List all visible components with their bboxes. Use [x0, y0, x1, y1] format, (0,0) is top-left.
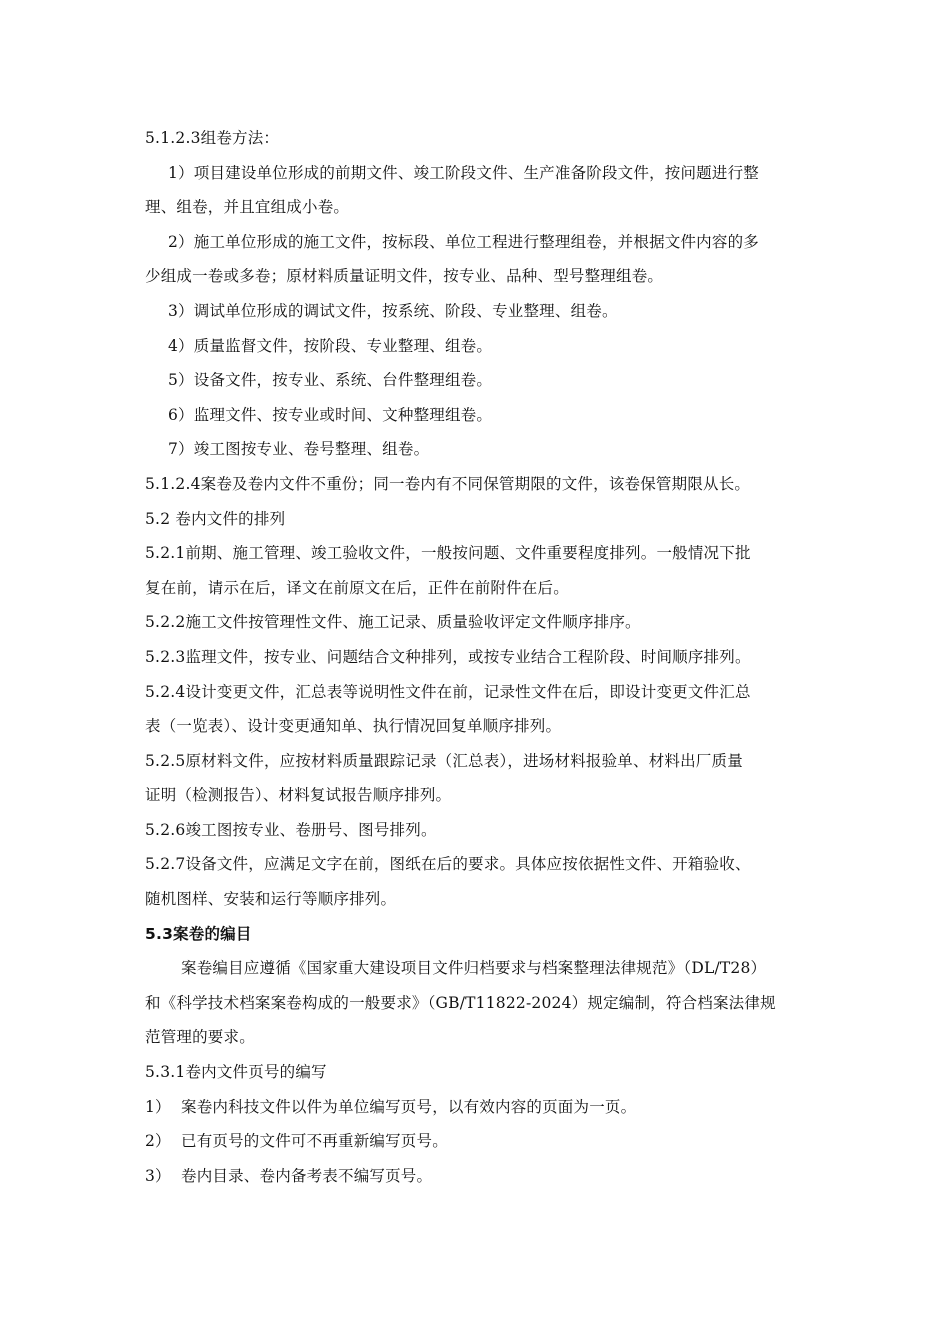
paragraph-line: 范管理的要求。	[145, 1028, 255, 1047]
section-5-2-3: 5.2.3监理文件，按专业、问题结合文种排列，或按专业结合工程阶段、时间顺序排列。	[145, 647, 751, 666]
paragraph-line: 和《科学技术档案案卷构成的一般要求》（GB/T11822-2024）规定编制，符合档案法律规	[145, 993, 776, 1012]
section-5-2-5: 5.2.5原材料文件，应按材料质量跟踪记录（汇总表），进场材料报验单、材料出厂质量	[145, 751, 743, 770]
section-5-2-2: 5.2.2施工文件按管理性文件、施工记录、质量验收评定文件顺序排序。	[145, 613, 641, 632]
paragraph-line: 表（一览表）、设计变更通知单、执行情况回复单顺序排列。	[145, 717, 562, 736]
paragraph-line: 2）施工单位形成的施工文件，按标段、单位工程进行整理组卷，并根据文件内容的多	[168, 232, 759, 251]
paragraph-line: 随机图样、安装和运行等顺序排列。	[145, 890, 397, 909]
section-5-2-6: 5.2.6竣工图按专业、卷册号、图号排列。	[145, 820, 437, 839]
section-5-3-heading: 5.3案卷的编目	[145, 924, 252, 943]
section-5-2-7: 5.2.7设备文件，应满足文字在前，图纸在后的要求。具体应按依据性文件、开箱验收、	[145, 855, 751, 874]
document-page	[145, 121, 805, 1193]
section-5-2-1: 5.2.1前期、施工管理、竣工验收文件，一般按问题、文件重要程度排列。一般情况下批	[145, 544, 751, 563]
list-text: 卷内目录、卷内备考表不编写页号。	[181, 1166, 433, 1185]
section-5-1-2-3-heading: 5.1.2.3组卷方法：	[145, 129, 280, 147]
list-item	[145, 1090, 805, 1125]
list-text: 案卷内科技文件以件为单位编写页号，以有效内容的页面为一页。	[181, 1097, 637, 1116]
section-5-2-heading: 5.2 卷内文件的排列	[145, 509, 286, 528]
list-text: 已有页号的文件可不再重新编写页号。	[181, 1132, 448, 1151]
paragraph-line: 复在前，请示在后，译文在前原文在后，正件在前附件在后。	[145, 578, 569, 597]
paragraph-line: 少组成一卷或多卷；原材料质量证明文件，按专业、品种、型号整理组卷。	[145, 267, 664, 286]
list-number: 3）	[145, 1166, 171, 1185]
paragraph-line: 4）质量监督文件，按阶段、专业整理、组卷。	[168, 336, 493, 355]
section-5-3-1-heading: 5.3.1卷内文件页号的编写	[145, 1063, 327, 1082]
paragraph-line: 理、组卷，并且宜组成小卷。	[145, 198, 350, 217]
section-5-1-2-4: 5.1.2.4案卷及卷内文件不重份；同一卷内有不同保管期限的文件，该卷保管期限从长。	[145, 474, 751, 493]
paragraph-line: 案卷编目应遵循《国家重大建设项目文件归档要求与档案整理法律规范》（DL/T28）	[181, 959, 767, 978]
paragraph-line: 7）竣工图按专业、卷号整理、组卷。	[168, 440, 430, 459]
paragraph-line: 6）监理文件、按专业或时间、文种整理组卷。	[168, 405, 493, 424]
paragraph-line: 3）调试单位形成的调试文件，按系统、阶段、专业整理、组卷。	[168, 301, 618, 320]
list-number: 2）	[145, 1132, 171, 1151]
section-5-2-4: 5.2.4设计变更文件，汇总表等说明性文件在前，记录性文件在后，即设计变更文件汇总	[145, 682, 751, 701]
paragraph-line: 1）项目建设单位形成的前期文件、竣工阶段文件、生产准备阶段文件，按问题进行整	[168, 163, 759, 182]
paragraph-line: 证明（检测报告）、材料复试报告顺序排列。	[145, 786, 452, 805]
list-number: 1）	[145, 1097, 171, 1116]
paragraph-line: 5）设备文件，按专业、系统、台件整理组卷。	[168, 371, 493, 390]
list-item	[145, 1124, 805, 1159]
list-item	[145, 1159, 805, 1194]
